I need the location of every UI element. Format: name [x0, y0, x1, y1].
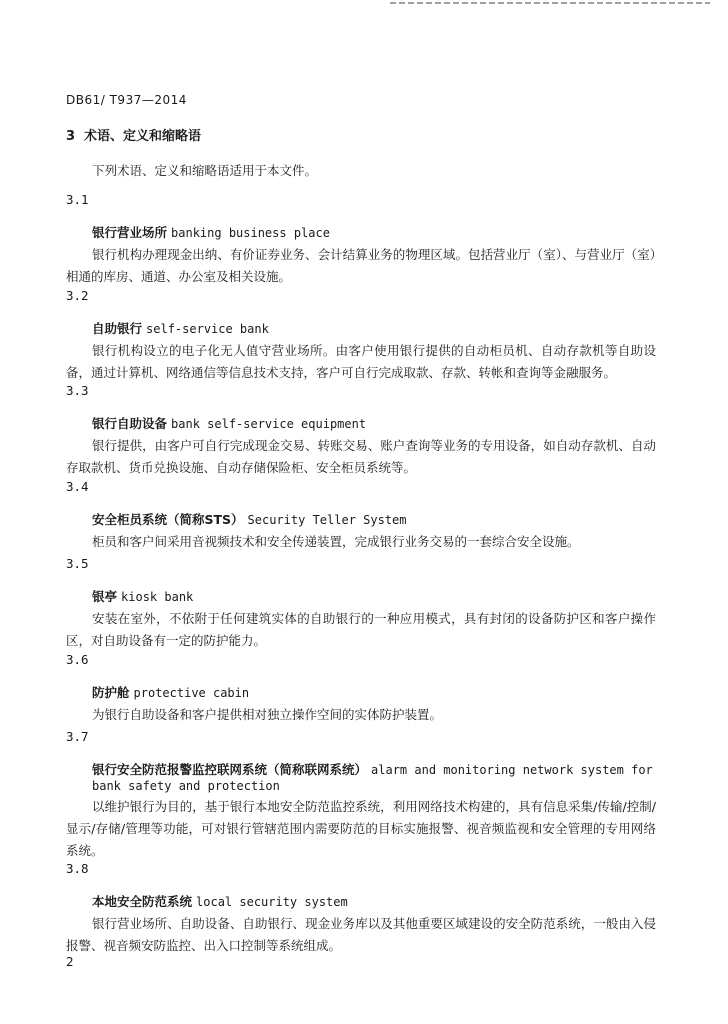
section-title-text: 术语、定义和缩略语 [84, 129, 202, 144]
term-definition: 银行机构设立的电子化无人值守营业场所。由客户使用银行提供的自动柜员机、自动存款机等自助设备，通过计算机、网络通信等信息技术支持，客户可自行完成取款、存款、转帐和查询等金融服务。 [66, 343, 656, 380]
term-definition: 银行机构办理现金出纳、有价证券业务、会计结算业务的物理区域。包括营业厅（室）、与营业厅（室）相通的库房、通道、办公室及相关设施。 [66, 247, 656, 284]
term-definition: 银行提供，由客户可自行完成现金交易、转账交易、账户查询等业务的专用设备，如自动存款机、自动存取款机、货币兑换设施、自动存储保险柜、安全柜员系统等。 [66, 438, 656, 475]
term-name-en: kiosk bank [121, 590, 194, 604]
term-name-en: alarm and monitoring network system for bank safety and protection [92, 763, 653, 793]
scan-edge-line [390, 2, 710, 4]
term-name-en: Security Teller System [247, 513, 407, 527]
term-number: 3.2 [66, 288, 89, 303]
term-name-zh: 银行自助设备 [92, 416, 168, 431]
term-name [66, 319, 656, 337]
term-name-en: self-service bank [146, 322, 269, 336]
term-number: 3.7 [66, 729, 89, 744]
term-entry [66, 383, 656, 479]
term-name-zh: 防护舱 [92, 685, 130, 700]
term-number: 3.3 [66, 383, 89, 398]
term-name-zh: 银亭 [92, 589, 118, 604]
term-name-zh: 自助银行 [92, 321, 143, 336]
term-entry [66, 479, 656, 553]
term-entry [66, 729, 656, 862]
intro-paragraph: 下列术语、定义和缩略语适用于本文件。 [92, 163, 318, 178]
term-name-en: local security system [196, 895, 348, 909]
term-number: 3.5 [66, 556, 89, 571]
term-name [66, 223, 656, 241]
term-name-en: bank self-service equipment [171, 417, 367, 431]
term-name [66, 683, 656, 701]
term-definition: 银行营业场所、自助设备、自助银行、现金业务库以及其他重要区域建设的安全防范系统，一般由入侵报警、视音频安防监控、出入口控制等系统组成。 [66, 916, 656, 953]
term-name-zh: 安全柜员系统（简称STS） [92, 512, 244, 527]
term-name-zh: 银行安全防范报警监控联网系统（简称联网系统） [92, 762, 368, 777]
term-entry [66, 861, 656, 957]
term-definition: 安装在室外，不依附于任何建筑实体的自助银行的一种应用模式，具有封闭的设备防护区和客户操作区，对自助设备有一定的防护能力。 [66, 611, 656, 648]
section-number: 3 [66, 129, 76, 144]
standard-code: DB61/ T937—2014 [66, 93, 187, 107]
term-name-zh: 本地安全防范系统 [92, 894, 193, 909]
term-entry [66, 556, 656, 652]
term-name [66, 892, 656, 910]
term-entry [66, 192, 656, 288]
term-definition: 柜员和客户间采用音视频技术和安全传递装置，完成银行业务交易的一套综合安全设施。 [92, 534, 580, 549]
term-number: 3.4 [66, 479, 89, 494]
term-name [66, 510, 656, 528]
section-heading [66, 125, 201, 144]
term-entry [66, 652, 656, 726]
term-entry [66, 288, 656, 384]
term-number: 3.6 [66, 652, 89, 667]
term-name [66, 414, 656, 432]
term-definition: 为银行自助设备和客户提供相对独立操作空间的实体防护装置。 [92, 707, 443, 722]
term-name-zh: 银行营业场所 [92, 225, 168, 240]
term-number: 3.1 [66, 192, 89, 207]
term-number: 3.8 [66, 861, 89, 876]
term-name-en: protective cabin [133, 686, 250, 700]
page-number: 2 [66, 955, 74, 969]
term-definition: 以维护银行为目的，基于银行本地安全防范监控系统，利用网络技术构建的，具有信息采集/传输/控制/显示/存储/管理等功能，可对银行管辖范围内需要防范的目标实施报警、视音频监视和安全管理的专用网络系统。 [66, 799, 656, 858]
term-name [66, 760, 656, 793]
term-name-en: banking business place [171, 226, 330, 240]
term-name [66, 587, 656, 605]
